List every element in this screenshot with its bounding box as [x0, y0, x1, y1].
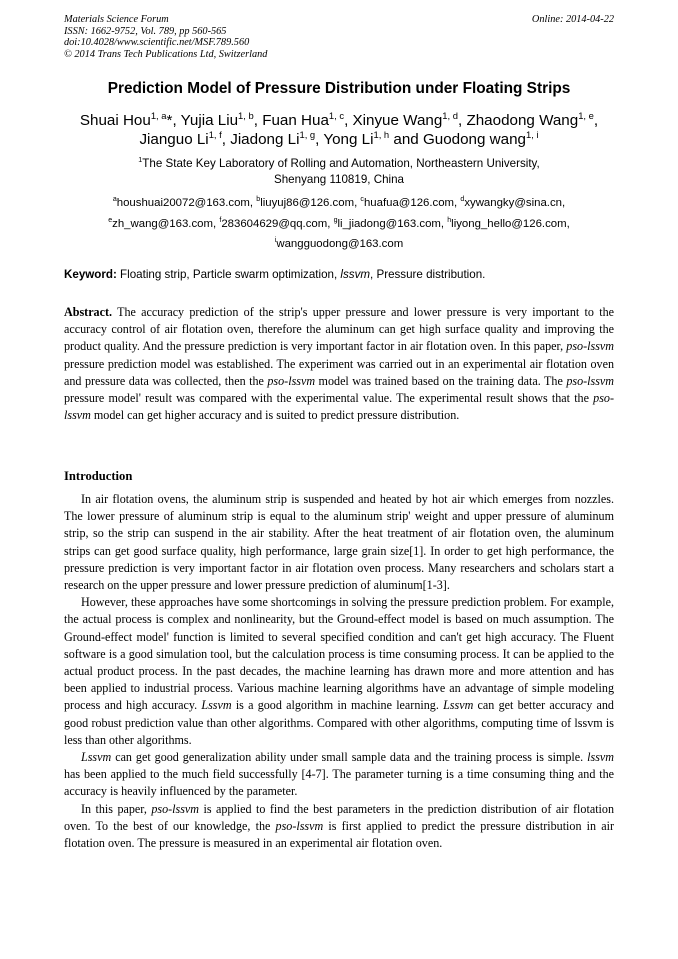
email-list [40, 193, 638, 255]
author: Yujia Liu$^{1, b}$, [180, 109, 263, 129]
author: Fuan Hua$^{1, c}$, [262, 109, 353, 129]
author: Xinyue Wang$^{1, d}$, [352, 109, 467, 129]
introduction-body [64, 491, 614, 852]
journal-issn: ISSN: 1662-9752, Vol. 789, pp 560-565 [64, 25, 227, 37]
author: Jiadong Li$^{1, g}$, [230, 128, 324, 148]
keywords: Keyword: Floating strip, Particle swarm optimization, lssvm, Pressure distribution. [64, 268, 486, 281]
paragraph: In air flotation ovens, the aluminum strip is suspended and heated by hot air which emerges from nozzles. The lower pressure of aluminum strip is equal to the aluminum strip' weight and upper pressure of aluminum strip, so the strip can suspend in the air stability. After the heat treatment of air flotation oven, the aluminum strips can get good surface quality, high performance, large grain size[1]. In order to get high performance, the pressure prediction is very important factor in air flotation oven process. Many researchers and scholars start a research on the upper pressure and lower pressure prediction of aluminum[1-3]. [64, 492, 614, 593]
email: $^e$zh_wang@163.com, [108, 216, 220, 230]
journal-name: Materials Science Forum [64, 14, 169, 25]
email: $^d$xywangky@sina.cn, [460, 196, 566, 209]
affiliation-line-2: Shenyang 110819, China [274, 173, 404, 186]
paragraph: In this paper, pso-lssvm is applied to find the best parameters in the prediction distribution of air flotation oven. To the best of our knowledge, the pso-lssvm is first applied to predict the pressure distribution in air flotation oven. The pressure is measured in an experimental air flotation oven. [64, 801, 615, 851]
author-list [40, 111, 638, 149]
author: Guodong wang$^{1, i}$ [422, 128, 539, 148]
email: $^h$liyong_hello@126.com, [447, 216, 570, 230]
author: Jianguo Li$^{1, f}$, [139, 128, 231, 148]
paper-title: Prediction Model of Pressure Distribution under Floating Strips [107, 80, 571, 97]
email: $^b$liuyuj86@126.com, [256, 196, 361, 209]
email: $^f$283604629@qq.com, [219, 216, 334, 230]
abstract: Abstract. The accuracy prediction of the strip's upper pressure and lower pressure is very important to the accuracy control of air flotation oven, therefore the aluminum can get high surface quality and improving the product quality. And the pressure prediction is very important factor in air flotation oven. In this paper, pso-lssvm pressure prediction model was established. The experiment was carried out in an experimental air flotation oven and pressure data was collected, then the pso-lssvm model was trained based on the training data. The pso-lssvm pressure model' result was compared with the experimental value. The experimental result shows that the pso-lssvm model can get higher accuracy and is suited to predict pressure distribution. [64, 305, 615, 423]
email: $^a$houshuai20072@163.com, [112, 196, 257, 209]
paragraph: However, these approaches have some shortcomings in solving the pressure prediction problem. For example, the actual process is complex and nonlinearity, but the Ground-effect model is based on much assumption. The Ground-effect model' function is limited to several specified condition and can't get high accuracy. The Fluent software is a good simulation tool, but the calculation process is time consuming process. It can be applied to the actual product process. In the past decades, the machine learning has drawn more and more attention and has been applied to industrial process. Various machine learning algorithms have an advantage of simple modeling process and high accuracy. Lssvm is a good algorithm in machine learning. Lssvm can get better accuracy and good robust prediction value than other algorithms. Compared with other algorithms, computing time of lssvm is less than other algorithms. [64, 595, 614, 747]
email: $^c$huafua@126.com, [360, 196, 461, 209]
affiliation-line-1: The State Key Laboratory of Rolling and Automation, Northeastern University, [142, 157, 540, 170]
author: Zhaodong Wang$^{1, e}$, [466, 109, 599, 129]
affiliation: $^1$The State Key Laboratory of Rolling and Automation, Northeastern University, Shenyang 110819, China [138, 155, 540, 186]
paragraph: Lssvm can get good generalization ability under small sample data and the training process is simple. lssvm has been applied to the much field successfully [4-7]. The parameter turning is a time consuming thing and the accuracy is heavily influenced by the parameter. [64, 750, 614, 799]
author: Yong Li$^{1, h}$ and [323, 128, 423, 148]
section-heading: Introduction [64, 469, 133, 483]
journal-header [64, 14, 267, 60]
journal-copyright: © 2014 Trans Tech Publications Ltd, Switzerland [64, 48, 268, 60]
journal-doi: doi:10.4028/www.scientific.net/MSF.789.560 [64, 37, 250, 49]
email: $^i$wangguodong@163.com [274, 237, 404, 250]
keywords-label: Keyword: [64, 268, 117, 281]
author: Shuai Hou$^{1, a}$*, [79, 109, 181, 129]
abstract-label: Abstract. [64, 305, 113, 319]
online-date: Online: 2014-04-22 [531, 14, 614, 25]
email: $^g$li_jiadong@163.com, [333, 216, 448, 230]
